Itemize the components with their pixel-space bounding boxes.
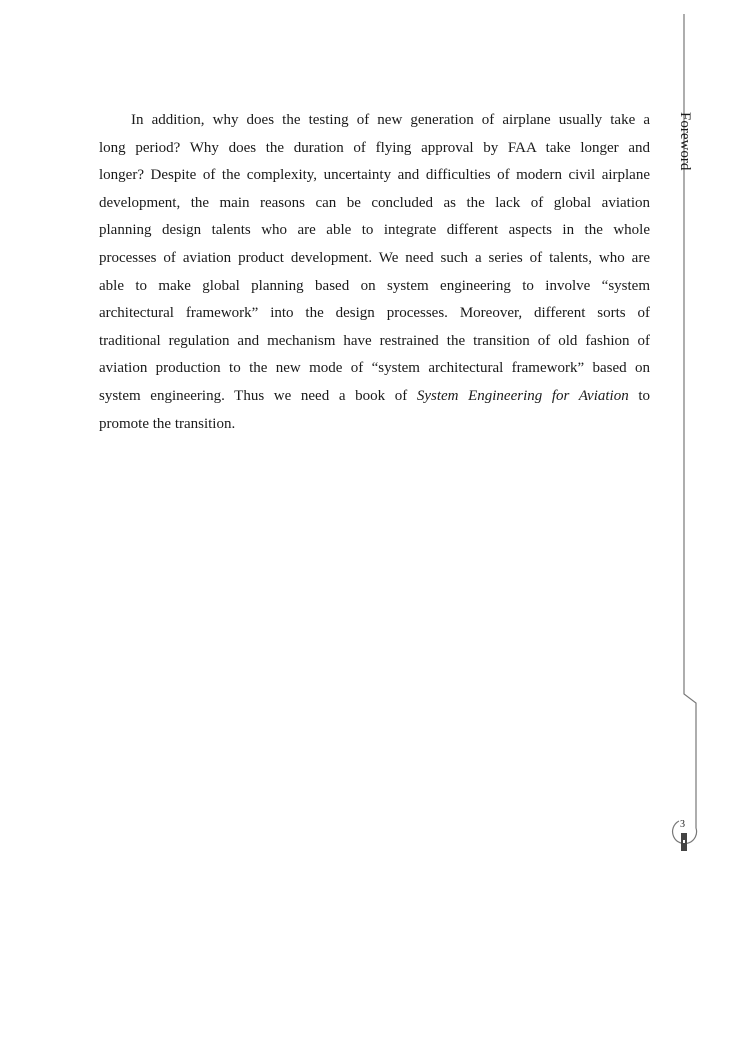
text-line: architectural framework” into the design processes. Moreover, different sorts of bbox=[99, 305, 650, 322]
text-line: able to make global planning based on system engineering to involve “system bbox=[99, 277, 650, 294]
text-line: aviation production to the new mode of “system architectural framework” based on bbox=[99, 360, 650, 377]
text-line: In addition, why does the testing of new generation of airplane usually take a bbox=[131, 112, 650, 128]
text-segment: to bbox=[628, 387, 650, 404]
text-segment: system engineering. Thus we need a book of bbox=[99, 387, 417, 404]
text-line: traditional regulation and mechanism have restrained the transition of old fashion of bbox=[99, 332, 650, 349]
body-paragraph bbox=[99, 107, 650, 438]
text-line: development, the main reasons can be concluded as the lack of global aviation bbox=[99, 194, 650, 211]
text-line: promote the transition. bbox=[99, 415, 236, 432]
page-number: 3 bbox=[680, 819, 685, 830]
book-title: System Engineering for Aviation bbox=[416, 387, 629, 404]
text-line: longer? Despite of the complexity, uncertainty and difficulties of modern civil airplane bbox=[99, 167, 650, 184]
text-line: long period? Why does the duration of flying approval by FAA take longer and bbox=[99, 139, 650, 156]
text-line: planning design talents who are able to integrate different aspects in the whole bbox=[99, 222, 650, 239]
text-line bbox=[99, 383, 650, 411]
running-head: Foreword bbox=[677, 112, 693, 171]
text-line: processes of aviation product development. We need such a series of talents, who are bbox=[99, 249, 650, 266]
